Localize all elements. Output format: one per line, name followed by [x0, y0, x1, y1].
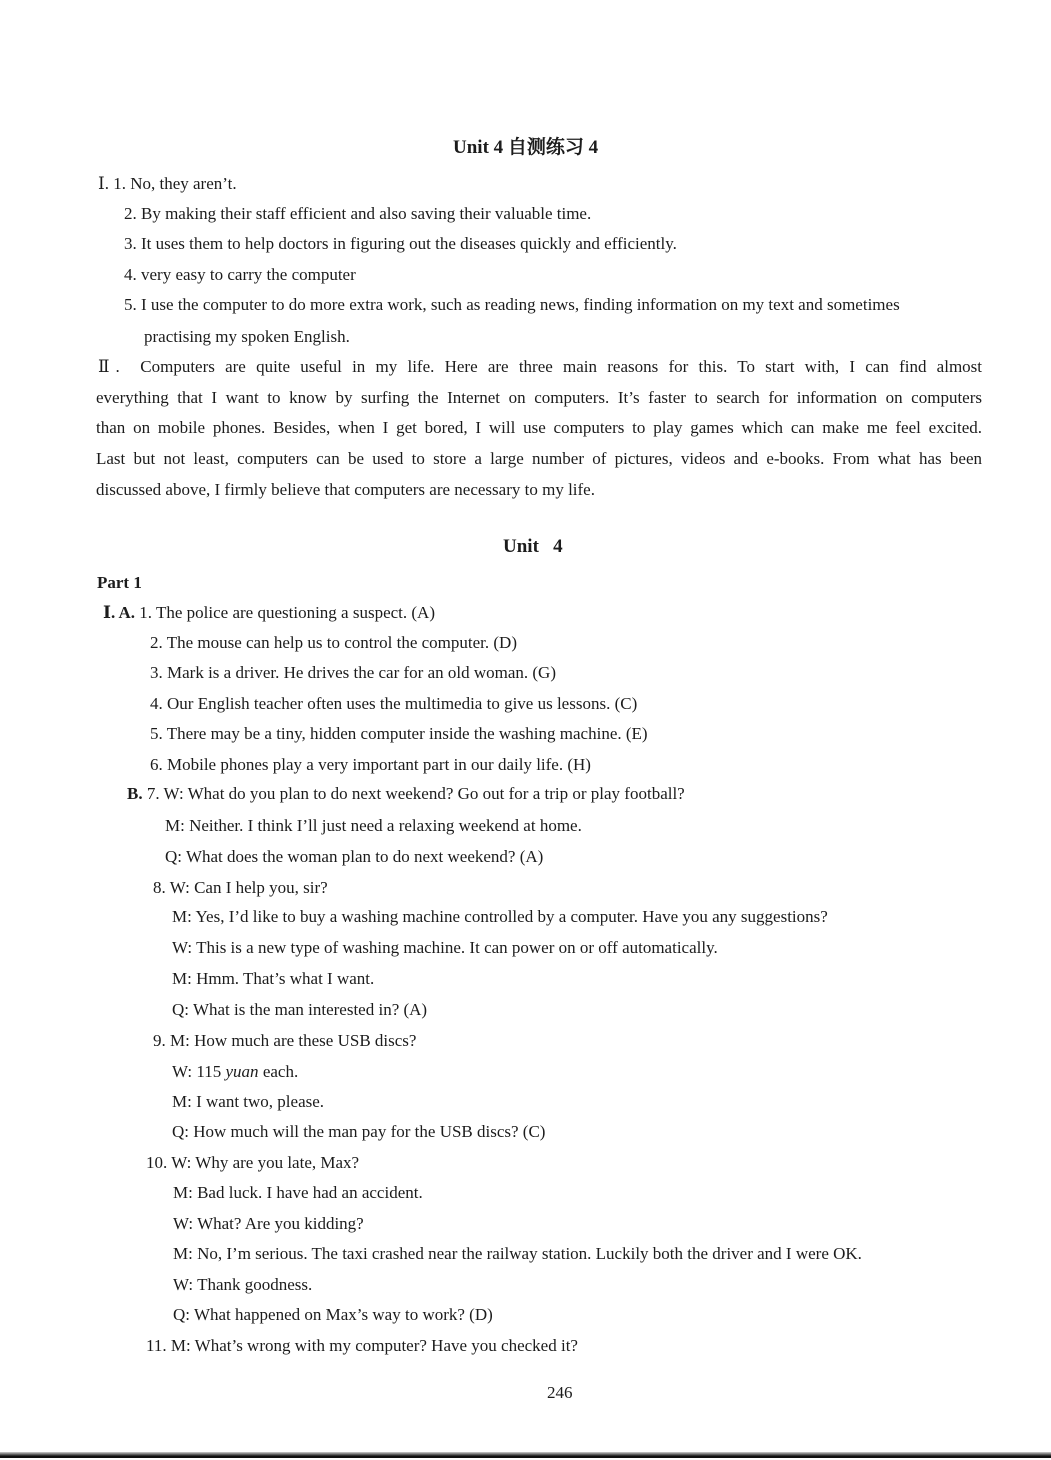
answer-4: 4. very easy to carry the computer — [124, 265, 356, 284]
dialogue-7-line-2: M: Neither. I think I’ll just need a relaxing weekend at home. — [165, 816, 582, 835]
dialogue-10-line-1: 10. W: Why are you late, Max? — [146, 1153, 360, 1172]
dialogue-10-line-3: W: What? Are you kidding? — [173, 1214, 364, 1233]
dialogue-8-line-3: W: This is a new type of washing machine. It can power on or off automatically. — [172, 938, 718, 957]
sectionA-item-2: 2. The mouse can help us to control the computer. (D) — [150, 633, 517, 652]
section-title-self-test: Unit 4 自测练习 4 — [453, 137, 599, 158]
dialogue-11-line-1: 11. M: What’s wrong with my computer? Have you checked it? — [146, 1336, 578, 1355]
dialogue-8-line-4: M: Hmm. That’s what I want. — [172, 969, 375, 988]
answer-5: 5. I use the computer to do more extra work, such as reading news, finding information on my text and sometimes — [124, 295, 900, 314]
dialogue-10-question: Q: What happened on Max’s way to work? (D) — [173, 1305, 493, 1324]
answer-1: 1. No, they aren’t. — [113, 174, 237, 193]
sectionA-item-1: Ⅰ. A. 1. The police are questioning a suspect. (A) — [103, 603, 435, 622]
dialogue-8-line-2: M: Yes, I’d like to buy a washing machine controlled by a computer. Have you any suggestions? — [172, 907, 828, 926]
dialogue-8-question: Q: What is the man interested in? (A) — [172, 1000, 428, 1019]
sectionA-item-5: 5. There may be a tiny, hidden computer inside the washing machine. (E) — [150, 724, 648, 743]
dialogue-9-line-3: M: I want two, please. — [172, 1092, 325, 1111]
essay-line-2: everything that I want to know by surfing the Internet on computers. It’s faster to search for information on computers — [96, 388, 982, 407]
section-title-unit: Unit 4 — [503, 536, 563, 557]
bottom-edge-rule — [0, 1452, 1051, 1458]
dialogue-9-question: Q: How much will the man pay for the USB discs? (C) — [172, 1122, 546, 1141]
sectionA-item-4: 4. Our English teacher often uses the multimedia to give us lessons. (C) — [150, 694, 638, 713]
dialogue-7-line-1: B. 7. W: What do you plan to do next weekend? Go out for a trip or play football? — [127, 784, 685, 803]
answer-5-cont: practising my spoken English. — [144, 327, 350, 346]
dialogue-9-line-1: 9. M: How much are these USB discs? — [153, 1031, 417, 1050]
essay-line-3: than on mobile phones. Besides, when I get bored, I will use computers to play games which can make me feel excited. — [96, 418, 982, 437]
answer-3: 3. It uses them to help doctors in figuring out the diseases quickly and efficiently. — [124, 234, 677, 253]
essay-line-1: Ⅱ. Computers are quite useful in my life. Here are three main reasons for this. To start with, I can find almost — [98, 357, 983, 376]
dialogue-10-line-4: M: No, I’m serious. The taxi crashed near the railway station. Luckily both the driver and I were OK. — [173, 1244, 862, 1263]
dialogue-7-question: Q: What does the woman plan to do next weekend? (A) — [165, 847, 544, 866]
essay-line-5: discussed above, I firmly believe that computers are necessary to my life. — [96, 480, 595, 499]
page-number: 246 — [547, 1383, 573, 1402]
sectionA-item-6: 6. Mobile phones play a very important part in our daily life. (H) — [150, 755, 591, 774]
sectionA-item-3: 3. Mark is a driver. He drives the car for an old woman. (G) — [150, 663, 556, 682]
part1-label: Ⅰ. 1. No, they aren’t. — [98, 174, 237, 193]
dialogue-10-line-2: M: Bad luck. I have had an accident. — [173, 1183, 423, 1202]
dialogue-9-line-2: W: 115 yuan each. — [172, 1062, 299, 1081]
essay-line-4: Last but not least, computers can be used to store a large number of pictures, videos and e-books. From what has been — [96, 449, 982, 468]
dialogue-8-line-1: 8. W: Can I help you, sir? — [153, 878, 328, 897]
part-heading: Part 1 — [97, 573, 142, 592]
dialogue-10-line-5: W: Thank goodness. — [173, 1275, 313, 1294]
answer-2: 2. By making their staff efficient and also saving their valuable time. — [124, 204, 592, 223]
